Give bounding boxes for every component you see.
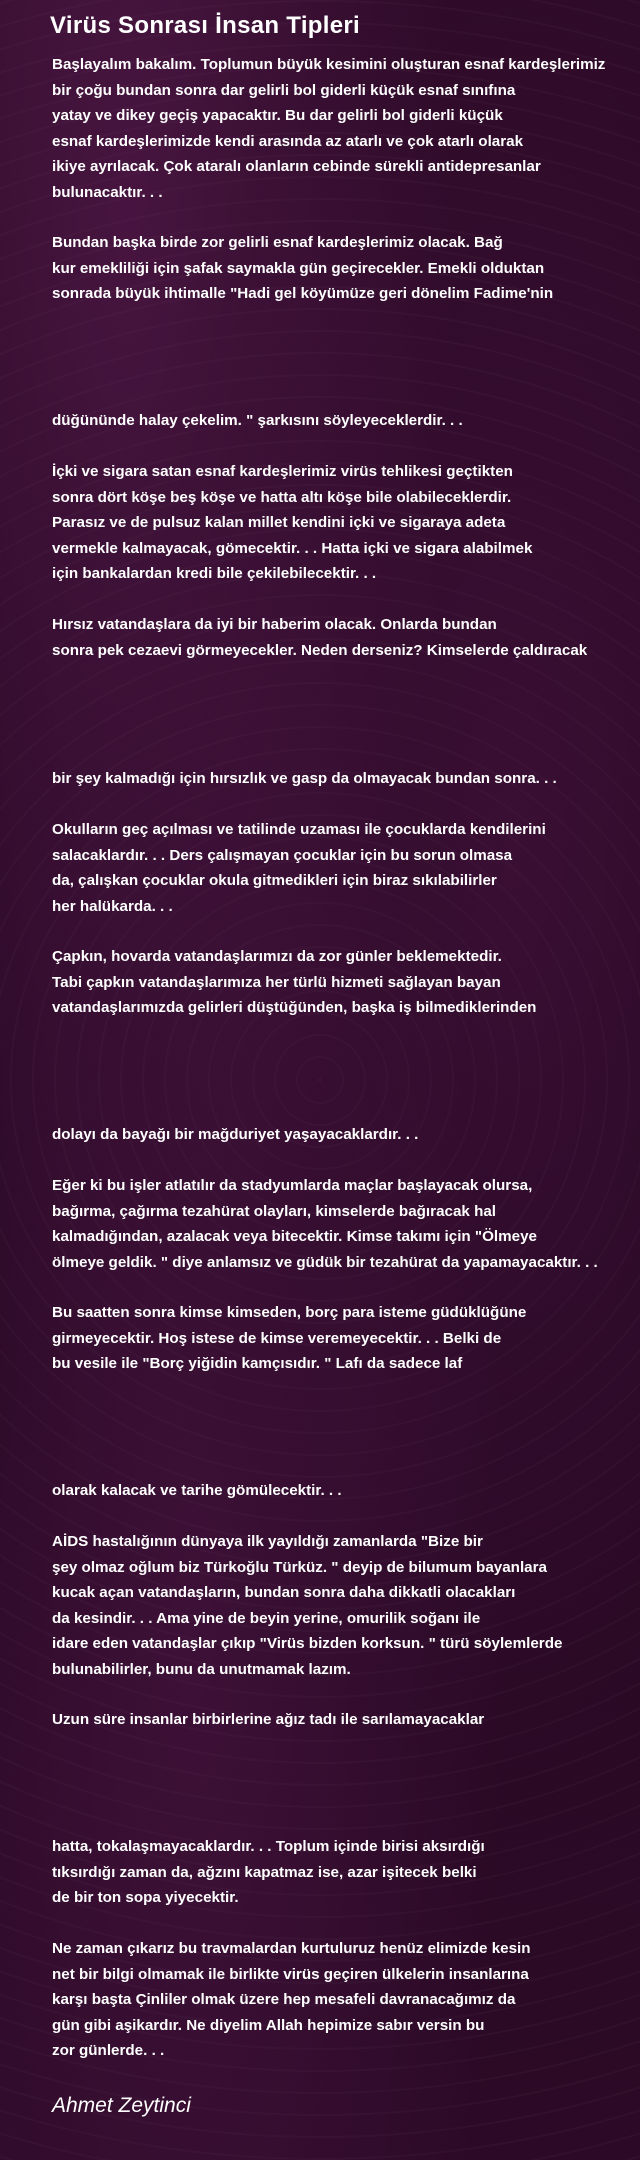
poem-line: İçki ve sigara satan esnaf kardeşlerimiz virüs tehlikesi geçtikten xyxy=(52,463,513,480)
stanza xyxy=(52,1478,640,1504)
stanza xyxy=(52,52,640,205)
poem-line: da kesindir. . . Ama yine de beyin yerine, omurilik soğanı ile xyxy=(52,1609,481,1627)
poem-line: AİDS hastalığının dünyaya ilk yayıldığı zamanlarda "Bize bir xyxy=(52,1533,483,1550)
stanza xyxy=(52,944,640,1021)
poem-line: girmeyecektir. Hoş istese de kimse veremeyecektir. . . Belki de xyxy=(52,1329,502,1347)
poem-line: kalmadığından, azalacak veya bitecektir. Kimse takımı için "Ölmeye xyxy=(52,1228,537,1245)
stanza xyxy=(52,1529,640,1682)
poem-line: bağırma, çağırma tezahürat olayları, kimselerde bağıracak hal xyxy=(52,1202,497,1220)
poem-line: Parasız ve de pulsuz kalan millet kendini içki ve sigaraya adeta xyxy=(52,514,506,531)
poem-line: vatandaşlarımızda gelirleri düştüğünden, başka iş bilmediklerinden xyxy=(52,999,537,1016)
poem-line: salacaklardır. . . Ders çalışmayan çocuklar için bu sorun olmasa xyxy=(52,846,513,864)
stanza xyxy=(52,459,640,587)
poem-line: bu vesile ile "Borç yiğidin kamçısıdır. " Lafı da sadece laf xyxy=(52,1355,463,1372)
poem-line: yatay ve dikey geçiş yapacaktır. Bu dar gelirli bol giderli küçük xyxy=(52,107,503,124)
poem-line: her halükarda. . . xyxy=(52,897,173,915)
poem-line: dolayı da bayağı bir mağduriyet yaşayacaklardır. . . xyxy=(52,1126,419,1143)
poem-line: tıksırdığı zaman da, ağzını kapatmaz ise, azar işitecek belki xyxy=(52,1863,477,1881)
poem-line: sonrada büyük ihtimalle "Hadi gel köyümüze geri dönelim Fadime'nin xyxy=(52,285,554,302)
poem-line: bir çoğu bundan sonra dar gelirli bol giderli küçük esnaf sınıfına xyxy=(52,81,516,99)
poem-line: Ne zaman çıkarız bu travmalardan kurtuluruz henüz elimizde kesin xyxy=(52,1940,531,1957)
poem-line: kucak açan vatandaşların, bundan sonra daha dikkatli olacakları xyxy=(52,1584,516,1601)
poem-line: de bir ton sopa yiyecektir. xyxy=(52,1889,239,1906)
stanza xyxy=(52,1300,640,1377)
poem-line: bir şey kalmadığı için hırsızlık ve gasp da olmayacak bundan sonra. . . xyxy=(52,770,557,787)
poem-line: bulunacaktır. . . xyxy=(52,183,163,201)
stanza xyxy=(52,230,640,307)
stanza xyxy=(52,766,640,792)
stanza xyxy=(52,1173,640,1275)
poem-line: idare eden vatandaşlar çıkıp "Virüs bizden korksun. " türü söylemlerde xyxy=(52,1635,563,1652)
poem-line: kur emekliliği için şafak saymakla gün geçirecekler. Emekli olduktan xyxy=(52,259,545,277)
stanza xyxy=(52,408,640,434)
poem-line: ölmeye geldik. " diye anlamsız ve güdük bir tezahürat da yapamayacaktır. . . xyxy=(52,1253,598,1271)
poem-line: Uzun süre insanlar birbirlerine ağız tadı ile sarılamayacaklar xyxy=(52,1711,485,1728)
stanza xyxy=(52,1122,640,1148)
author-name: Ahmet Zeytinci xyxy=(52,2094,191,2117)
poem-line: olarak kalacak ve tarihe gömülecektir. . . xyxy=(52,1482,342,1499)
stanza xyxy=(52,1834,640,1911)
poem-line: da, çalışkan çocuklar okula gitmedikleri için biraz sıkılabilirler xyxy=(52,872,497,889)
poem-line: Hırsız vatandaşlara da iyi bir haberim olacak. Onlarda bundan xyxy=(52,616,497,633)
poem-line: hatta, tokalaşmayacaklardır. . . Toplum içinde birisi aksırdığı xyxy=(52,1838,485,1855)
poem-line: Okulların geç açılması ve tatilinde uzaması ile çocuklarda kendilerini xyxy=(52,821,546,838)
stanza xyxy=(52,612,640,663)
poem-line: Tabi çapkın vatandaşlarımıza her türlü hizmeti sağlayan bayan xyxy=(52,973,501,991)
stanza xyxy=(52,1936,640,2064)
poem-line: esnaf kardeşlerimizde kendi arasında az atarlı ve çok atarlı olarak xyxy=(52,132,524,150)
poem-line: Başlayalım bakalım. Toplumun büyük kesimini oluşturan esnaf kardeşlerimiz xyxy=(52,56,606,73)
poem-line: Çapkın, hovarda vatandaşlarımızı da zor günler beklemektedir. xyxy=(52,948,502,965)
poem-line: Bundan başka birde zor gelirli esnaf kardeşlerimiz olacak. Bağ xyxy=(52,234,503,251)
poem-line: için bankalardan kredi bile çekilebilecektir. . . xyxy=(52,565,377,582)
poem-line: zor günlerde. . . xyxy=(52,2042,165,2059)
poem-line: düğününde halay çekelim. " şarkısını söyleyeceklerdir. . . xyxy=(52,412,463,429)
poem-line: Bu saatten sonra kimse kimseden, borç para isteme güdüklüğüne xyxy=(52,1304,527,1321)
poem-line: sonra pek cezaevi görmeyecekler. Neden derseniz? Kimselerde çaldıracak xyxy=(52,641,588,659)
poem-line: net bir bilgi olmamak ile birlikte virüs geçiren ülkelerin insanlarına xyxy=(52,1965,529,1983)
stanza xyxy=(52,817,640,919)
stanza xyxy=(52,1707,640,1733)
poem-line: bulunabilirler, bunu da unutmamak lazım. xyxy=(52,1660,351,1678)
poem-line: vermekle kalmayacak, gömecektir. . . Hatta içki ve sigara alabilmek xyxy=(52,539,533,557)
poem-line: ikiye ayrılacak. Çok ataralı olanların cebinde sürekli antidepresanlar xyxy=(52,158,541,175)
poem-line: Eğer ki bu işler atlatılır da stadyumlarda maçlar başlayacak olursa, xyxy=(52,1177,533,1194)
poem-line: karşı başta Çinliler olmak üzere hep mesafeli davranacağımız da xyxy=(52,1991,516,2008)
poem-line: şey olmaz oğlum biz Türkoğlu Türküz. " deyip de bilumum bayanlara xyxy=(52,1558,547,1576)
poem-title: Virüs Sonrası İnsan Tipleri xyxy=(50,12,360,39)
poem-line: sonra dört köşe beş köşe ve hatta altı köşe bile olabileceklerdir. xyxy=(52,488,512,506)
poem-line: gün gibi aşikardır. Ne diyelim Allah hepimize sabır versin bu xyxy=(52,2016,485,2034)
